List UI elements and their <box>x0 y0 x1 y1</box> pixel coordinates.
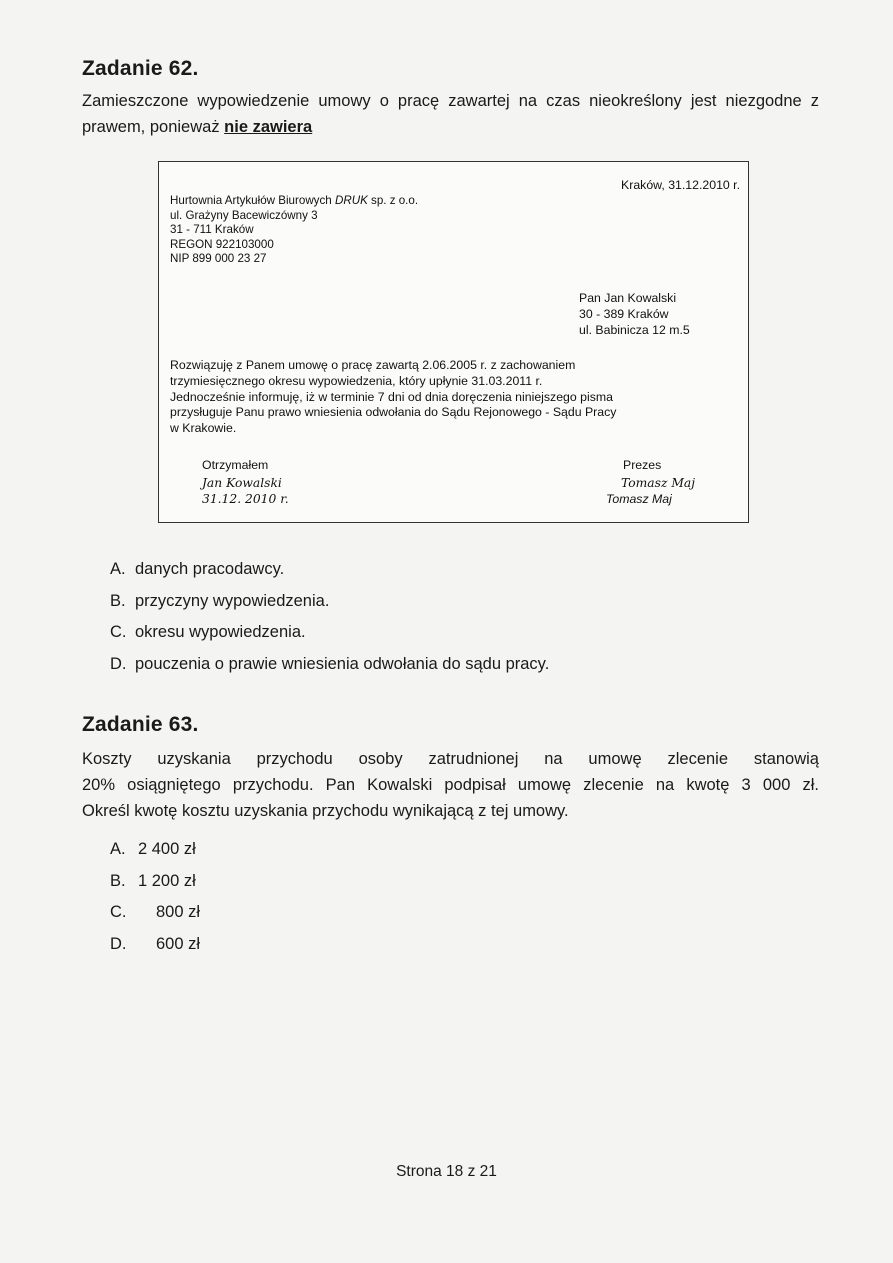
task-63-options <box>110 837 200 963</box>
sender-city: 31 - 711 Kraków <box>170 223 254 237</box>
task-63-option-a[interactable] <box>110 837 200 869</box>
letter-body-line: trzymiesięcznego okresu wypowiedzenia, który upłynie 31.03.2011 r. <box>170 373 543 388</box>
sender-company <box>170 194 418 209</box>
letter-body-line: Jednocześnie informuję, iż w terminie 7 dni od dnia doręczenia niniejszego pisma <box>170 389 613 404</box>
letter-sender <box>170 194 418 267</box>
sender-regon: REGON 922103000 <box>170 237 274 251</box>
task-62-option-c[interactable] <box>110 620 549 652</box>
task-63-option-d[interactable] <box>110 932 200 964</box>
received-signature: Jan Kowalski <box>202 476 282 490</box>
task-63-option-c[interactable] <box>110 900 200 932</box>
letter-recipient <box>579 290 690 338</box>
option-text: przyczyny wypowiedzenia. <box>135 591 330 610</box>
task-62-question-emphasis: nie zawiera <box>224 118 313 136</box>
task-62-question <box>82 88 819 140</box>
task-63-question-line: Koszty uzyskania przychodu osoby zatrudnionej na umowę zlecenie stanowią <box>82 750 819 768</box>
task-62-options <box>110 557 549 683</box>
president-label: Prezes <box>623 458 662 472</box>
task-63-title: Zadanie 63. <box>82 713 199 736</box>
option-letter: C. <box>110 623 127 641</box>
task-62-title: Zadanie 62. <box>82 57 199 80</box>
sender-company-suffix: sp. z o.o. <box>367 194 419 207</box>
page-number: Strona 18 z 21 <box>396 1163 497 1180</box>
option-letter: A. <box>110 560 126 578</box>
task-63-question-line: 20% osiągniętego przychodu. Pan Kowalski podpisał umowę zlecenie na kwotę 3 000 zł. <box>82 776 819 794</box>
letter-body-line: w Krakowie. <box>170 421 237 436</box>
letter-place-date: Kraków, 31.12.2010 r. <box>621 178 740 192</box>
letter-body <box>170 358 616 437</box>
option-text: 800 zł <box>155 903 200 921</box>
received-date: 31.12. 2010 r. <box>202 492 289 506</box>
option-text: 600 zł <box>155 934 200 953</box>
task-63-option-b[interactable] <box>110 869 200 901</box>
task-62-question-text: Zamieszczone wypowiedzenie umowy o pracę zawartej na czas nieokreślony jest niezgodne z prawem, ponieważ <box>82 92 819 136</box>
recipient-city: 30 - 389 Kraków <box>579 307 669 321</box>
task-63-question <box>82 746 819 824</box>
option-letter: A. <box>110 840 126 858</box>
sender-street: ul. Grażyny Bacewiczówny 3 <box>170 208 318 222</box>
recipient-street: ul. Babinicza 12 m.5 <box>579 323 690 337</box>
option-letter: D. <box>110 934 127 953</box>
option-text: 1 200 zł <box>138 871 196 890</box>
task-62-option-a[interactable] <box>110 557 549 589</box>
sender-company-prefix: Hurtownia Artykułów Biurowych <box>170 194 335 207</box>
sender-company-brand: DRUK <box>334 194 368 207</box>
option-letter: C. <box>110 903 127 921</box>
option-text: okresu wypowiedzenia. <box>135 623 306 641</box>
task-62-option-b[interactable] <box>110 589 549 621</box>
task-62-option-d[interactable] <box>110 652 549 684</box>
option-text: pouczenia o prawie wniesienia odwołania do sądu pracy. <box>135 654 550 673</box>
option-letter: D. <box>110 654 127 673</box>
president-name: Tomasz Maj <box>606 492 672 506</box>
option-text: danych pracodawcy. <box>135 560 285 578</box>
president-signature: Tomasz Maj <box>621 476 696 490</box>
dismissal-letter <box>158 161 749 523</box>
option-letter: B. <box>110 871 126 890</box>
letter-body-line: Rozwiązuję z Panem umowę o pracę zawartą 2.06.2005 r. z zachowaniem <box>170 358 576 372</box>
option-letter: B. <box>110 591 126 610</box>
letter-body-line: przysługuje Panu prawo wniesienia odwołania do Sądu Rejonowego - Sądu Pracy <box>170 405 617 420</box>
task-63-question-line: Określ kwotę kosztu uzyskania przychodu wynikającą z tej umowy. <box>82 802 569 820</box>
recipient-name: Pan Jan Kowalski <box>579 291 677 305</box>
option-text: 2 400 zł <box>138 840 196 858</box>
received-label: Otrzymałem <box>202 458 269 472</box>
sender-nip: NIP 899 000 23 27 <box>170 252 267 266</box>
